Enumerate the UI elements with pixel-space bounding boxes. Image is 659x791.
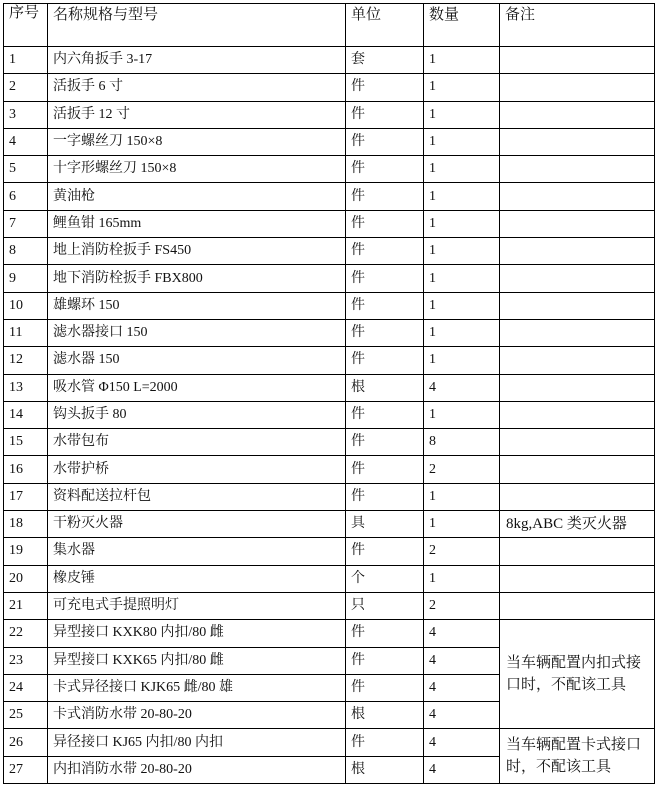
table-row [4, 265, 655, 292]
remark-cell: 当车辆配置卡式接口时，不配该工具 [500, 729, 655, 784]
quantity-cell: 1 [424, 511, 500, 538]
empty-remark-cell [500, 483, 655, 510]
table-row [4, 183, 655, 210]
empty-remark-cell [500, 101, 655, 128]
unit-cell: 件 [346, 156, 424, 183]
quantity-cell: 1 [424, 156, 500, 183]
item-name-cell: 异径接口 KJ65 内扣/80 内扣 [48, 729, 346, 756]
row-number-cell: 27 [4, 756, 48, 783]
unit-cell: 个 [346, 565, 424, 592]
empty-remark-cell [500, 538, 655, 565]
quantity-cell: 1 [424, 319, 500, 346]
unit-cell: 件 [346, 429, 424, 456]
quantity-cell: 1 [424, 483, 500, 510]
header-row [4, 4, 655, 47]
item-name-cell: 卡式消防水带 20-80-20 [48, 702, 346, 729]
unit-cell: 具 [346, 511, 424, 538]
row-number-cell: 16 [4, 456, 48, 483]
table-row [4, 620, 655, 647]
row-number-cell: 10 [4, 292, 48, 319]
quantity-cell: 2 [424, 592, 500, 619]
empty-remark-cell [500, 565, 655, 592]
row-number-cell: 3 [4, 101, 48, 128]
unit-cell: 根 [346, 756, 424, 783]
empty-remark-cell [500, 74, 655, 101]
header-note: 备注 [500, 4, 655, 47]
table-row [4, 74, 655, 101]
unit-cell: 件 [346, 128, 424, 155]
table-row [4, 483, 655, 510]
item-name-cell: 滤水器 150 [48, 347, 346, 374]
unit-cell: 件 [346, 347, 424, 374]
empty-remark-cell [500, 210, 655, 237]
row-number-cell: 22 [4, 620, 48, 647]
unit-cell: 件 [346, 538, 424, 565]
item-name-cell: 地上消防栓扳手 FS450 [48, 238, 346, 265]
unit-cell: 件 [346, 456, 424, 483]
header-unit: 单位 [346, 4, 424, 47]
item-name-cell: 资料配送拉杆包 [48, 483, 346, 510]
empty-remark-cell [500, 47, 655, 74]
table-row [4, 347, 655, 374]
unit-cell: 件 [346, 265, 424, 292]
item-name-cell: 异型接口 KXK65 内扣/80 雌 [48, 647, 346, 674]
table-row [4, 511, 655, 538]
unit-cell: 根 [346, 702, 424, 729]
quantity-cell: 2 [424, 456, 500, 483]
table-row [4, 210, 655, 237]
unit-cell: 件 [346, 210, 424, 237]
quantity-cell: 4 [424, 756, 500, 783]
empty-remark-cell [500, 456, 655, 483]
quantity-cell: 1 [424, 292, 500, 319]
unit-cell: 件 [346, 401, 424, 428]
quantity-cell: 1 [424, 265, 500, 292]
item-name-cell: 地下消防栓扳手 FBX800 [48, 265, 346, 292]
item-name-cell: 活扳手 6 寸 [48, 74, 346, 101]
row-number-cell: 12 [4, 347, 48, 374]
item-name-cell: 鲤鱼钳 165mm [48, 210, 346, 237]
quantity-cell: 1 [424, 74, 500, 101]
empty-remark-cell [500, 374, 655, 401]
table-body [4, 4, 655, 784]
item-name-cell: 水带护桥 [48, 456, 346, 483]
unit-cell: 件 [346, 620, 424, 647]
empty-remark-cell [500, 319, 655, 346]
empty-remark-cell [500, 401, 655, 428]
empty-remark-cell [500, 128, 655, 155]
row-number-cell: 8 [4, 238, 48, 265]
item-name-cell: 滤水器接口 150 [48, 319, 346, 346]
empty-remark-cell [500, 429, 655, 456]
quantity-cell: 4 [424, 374, 500, 401]
unit-cell: 件 [346, 74, 424, 101]
row-number-cell: 18 [4, 511, 48, 538]
unit-cell: 根 [346, 374, 424, 401]
row-number-cell: 5 [4, 156, 48, 183]
table-row [4, 401, 655, 428]
row-number-cell: 14 [4, 401, 48, 428]
quantity-cell: 1 [424, 101, 500, 128]
table-row [4, 156, 655, 183]
quantity-cell: 1 [424, 183, 500, 210]
unit-cell: 件 [346, 319, 424, 346]
empty-remark-cell [500, 347, 655, 374]
item-name-cell: 活扳手 12 寸 [48, 101, 346, 128]
empty-remark-cell [500, 265, 655, 292]
item-name-cell: 雄螺环 150 [48, 292, 346, 319]
empty-remark-cell [500, 183, 655, 210]
table-row [4, 538, 655, 565]
item-name-cell: 黄油枪 [48, 183, 346, 210]
table-row [4, 292, 655, 319]
quantity-cell: 4 [424, 702, 500, 729]
quantity-cell: 4 [424, 647, 500, 674]
item-name-cell: 十字形螺丝刀 150×8 [48, 156, 346, 183]
item-name-cell: 异型接口 KXK80 内扣/80 雌 [48, 620, 346, 647]
row-number-cell: 13 [4, 374, 48, 401]
quantity-cell: 4 [424, 729, 500, 756]
quantity-cell: 1 [424, 210, 500, 237]
unit-cell: 件 [346, 238, 424, 265]
quantity-cell: 1 [424, 47, 500, 74]
row-number-cell: 24 [4, 674, 48, 701]
item-name-cell: 钩头扳手 80 [48, 401, 346, 428]
row-number-cell: 23 [4, 647, 48, 674]
table-row [4, 729, 655, 756]
table-row [4, 429, 655, 456]
row-number-cell: 4 [4, 128, 48, 155]
row-number-cell: 6 [4, 183, 48, 210]
unit-cell: 套 [346, 47, 424, 74]
row-number-cell: 21 [4, 592, 48, 619]
item-name-cell: 一字螺丝刀 150×8 [48, 128, 346, 155]
item-name-cell: 橡皮锤 [48, 565, 346, 592]
row-number-cell: 11 [4, 319, 48, 346]
item-name-cell: 水带包布 [48, 429, 346, 456]
quantity-cell: 8 [424, 429, 500, 456]
item-name-cell: 内六角扳手 3-17 [48, 47, 346, 74]
row-number-cell: 25 [4, 702, 48, 729]
header-name: 名称规格与型号 [48, 4, 346, 47]
quantity-cell: 1 [424, 565, 500, 592]
quantity-cell: 4 [424, 620, 500, 647]
quantity-cell: 1 [424, 128, 500, 155]
unit-cell: 件 [346, 292, 424, 319]
unit-cell: 件 [346, 674, 424, 701]
item-name-cell: 内扣消防水带 20-80-20 [48, 756, 346, 783]
tool-list-table [3, 3, 655, 784]
table-row [4, 101, 655, 128]
row-number-cell: 2 [4, 74, 48, 101]
item-name-cell: 吸水管 Φ150 L=2000 [48, 374, 346, 401]
empty-remark-cell [500, 156, 655, 183]
row-number-cell: 19 [4, 538, 48, 565]
quantity-cell: 4 [424, 674, 500, 701]
row-number-cell: 20 [4, 565, 48, 592]
table-row [4, 374, 655, 401]
row-number-cell: 7 [4, 210, 48, 237]
unit-cell: 只 [346, 592, 424, 619]
empty-remark-cell [500, 592, 655, 619]
item-name-cell: 卡式异径接口 KJK65 雌/80 雄 [48, 674, 346, 701]
row-number-cell: 26 [4, 729, 48, 756]
remark-cell: 当车辆配置内扣式接口时，不配该工具 [500, 620, 655, 729]
row-number-cell: 1 [4, 47, 48, 74]
table-row [4, 238, 655, 265]
table-row [4, 47, 655, 74]
remark-cell: 8kg,ABC 类灭火器 [500, 511, 655, 538]
unit-cell: 件 [346, 647, 424, 674]
quantity-cell: 1 [424, 347, 500, 374]
unit-cell: 件 [346, 483, 424, 510]
quantity-cell: 1 [424, 238, 500, 265]
unit-cell: 件 [346, 729, 424, 756]
table-row [4, 128, 655, 155]
unit-cell: 件 [346, 183, 424, 210]
header-no: 序号 [4, 4, 48, 47]
item-name-cell: 可充电式手提照明灯 [48, 592, 346, 619]
row-number-cell: 9 [4, 265, 48, 292]
row-number-cell: 17 [4, 483, 48, 510]
quantity-cell: 1 [424, 401, 500, 428]
table-row [4, 456, 655, 483]
header-qty: 数量 [424, 4, 500, 47]
row-number-cell: 15 [4, 429, 48, 456]
unit-cell: 件 [346, 101, 424, 128]
item-name-cell: 集水器 [48, 538, 346, 565]
empty-remark-cell [500, 238, 655, 265]
quantity-cell: 2 [424, 538, 500, 565]
item-name-cell: 干粉灭火器 [48, 511, 346, 538]
table-row [4, 565, 655, 592]
table-row [4, 592, 655, 619]
empty-remark-cell [500, 292, 655, 319]
table-row [4, 319, 655, 346]
